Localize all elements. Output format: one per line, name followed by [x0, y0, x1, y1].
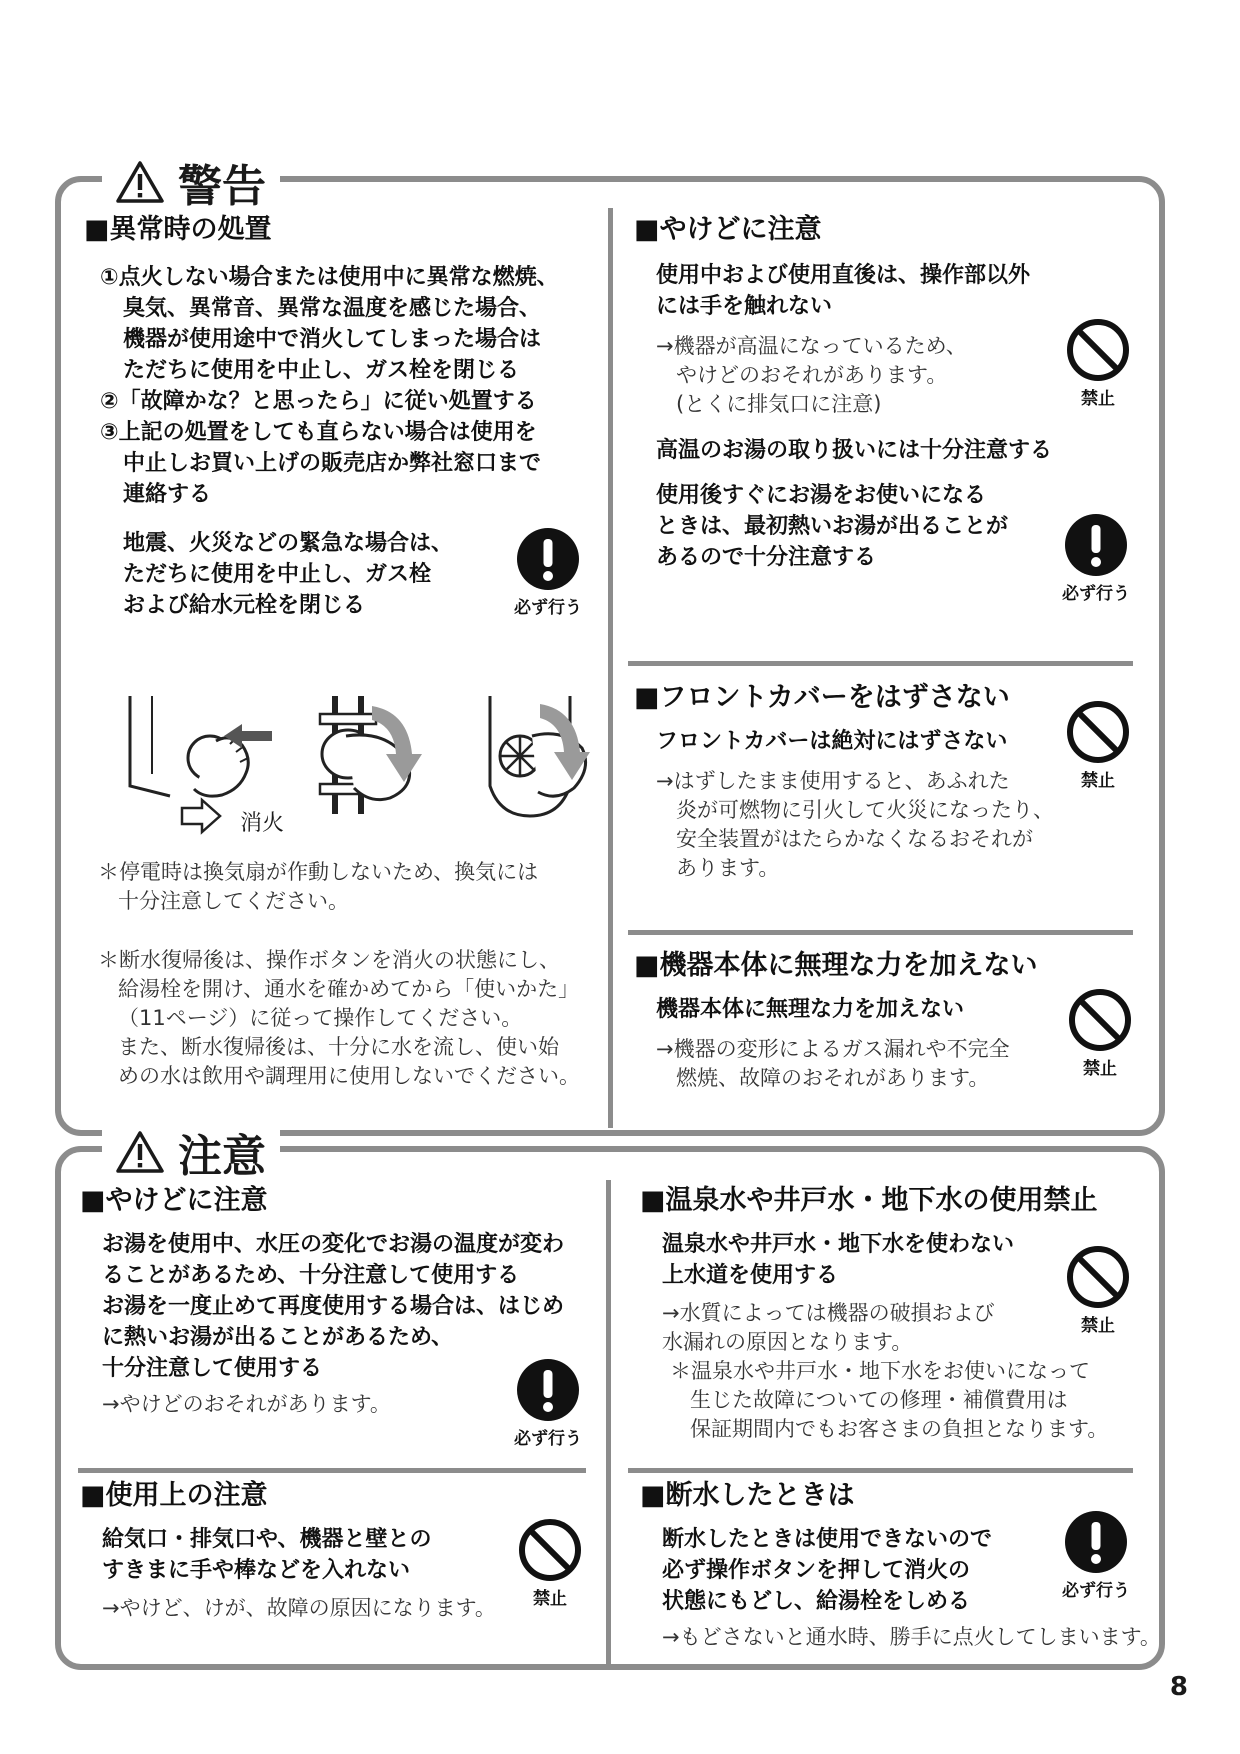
water-outage-line: 断水したときは使用できないので	[662, 1527, 993, 1552]
abnormal-item: ③上記の処置をしても直らない場合は使用を	[100, 420, 537, 445]
water-source-reason: 水漏れの原因となります。	[662, 1330, 913, 1354]
no-force-section	[634, 948, 1038, 1093]
warning-title	[102, 150, 280, 214]
prohibited-label: 禁止	[1081, 771, 1115, 791]
no-force-reason-line: →機器の変形によるガス漏れや不完全	[656, 1037, 1010, 1061]
burn-reason-line: →機器が高温になっているため、	[656, 334, 967, 358]
front-cover-reason-line: 安全装置がはたらかなくなるおそれが	[676, 827, 1033, 851]
water-source-note: ＊温泉水や井戸水・地下水をお使いになって	[670, 1359, 1090, 1383]
burn-detail-line: ときは、最初熱いお湯が出ることが	[656, 514, 1009, 539]
note-line: 十分注意してください。	[118, 889, 349, 913]
abnormal-item: ②「故障かな？と思ったら」に従い処置する	[100, 389, 537, 414]
burn-warning-heading: ■やけどに注意	[634, 214, 822, 245]
water-source-reason: →水質によっては機器の破損および	[662, 1301, 995, 1325]
note-line: 給湯栓を開け、通水を確かめてから「使いかた」	[118, 977, 580, 1001]
caution-burn-heading: ■やけどに注意	[80, 1185, 268, 1216]
water-outage-line: 状態にもどし、給湯栓をしめる	[662, 1589, 971, 1614]
caution-burn-line: お湯を使用中、水圧の変化でお湯の温度が変わ	[102, 1232, 565, 1257]
note-line: また、断水復帰後は、十分に水を流し、使い始	[118, 1035, 559, 1059]
blackout-note	[98, 858, 538, 916]
warning-title-text: 警告	[178, 161, 266, 212]
water-source-note: 生じた故障についての修理・補償費用は	[690, 1388, 1068, 1412]
water-source-line: 温泉水や井戸水・地下水を使わない	[662, 1232, 1015, 1257]
prohibited-label: 禁止	[1081, 389, 1115, 409]
emergency-line: および給水元栓を閉じる	[123, 593, 366, 618]
caution-burn-reason: →やけどのおそれがあります。	[102, 1392, 391, 1416]
must-do-label: 必ず行う	[1062, 1581, 1130, 1601]
note-line: めの水は飲用や調理用に使用しないでください。	[118, 1064, 580, 1088]
prohibited-label: 禁止	[533, 1589, 567, 1609]
burn-detail-line: あるので十分注意する	[656, 545, 877, 570]
water-source-heading: ■温泉水や井戸水・地下水の使用禁止	[640, 1185, 1098, 1216]
must-do-label: 必ず行う	[514, 1429, 582, 1449]
warning-column-divider	[608, 208, 613, 1128]
water-outage-heading: ■断水したときは	[640, 1480, 855, 1511]
front-cover-reason-line: あります。	[676, 856, 780, 880]
prohibited-mark	[1050, 988, 1150, 1079]
caution-triangle-icon	[116, 1130, 164, 1174]
must-do-icon	[1064, 1510, 1128, 1574]
caution-burn-line: に熱いお湯が出ることがあるため、	[102, 1325, 454, 1350]
illustration-label: 消火	[240, 811, 285, 836]
caution-burn-line: ることがあるため、十分注意して使用する	[102, 1263, 520, 1288]
must-do-icon	[516, 527, 580, 591]
abnormal-list	[100, 262, 604, 510]
water-source-line: 上水道を使用する	[662, 1263, 839, 1288]
warning-divider-1	[628, 661, 1133, 666]
burn-warning-section	[634, 212, 1052, 573]
emergency-line: 地震、火災などの緊急な場合は、	[123, 531, 454, 556]
note-line: ＊停電時は換気扇が作動しないため、換気には	[98, 860, 539, 884]
caution-title-text: 注意	[178, 1131, 266, 1182]
warning-triangle-icon	[116, 160, 164, 204]
prohibited-mark	[500, 1518, 600, 1609]
caution-divider-right	[628, 1468, 1133, 1473]
burn-detail-line: 使用後すぐにお湯をお使いになる	[656, 483, 987, 508]
prohibited-icon	[1066, 1245, 1130, 1309]
burn-reason-line: やけどのおそれがあります。	[676, 363, 948, 387]
usage-caution-line: すきまに手や棒などを入れない	[102, 1558, 411, 1583]
note-line: （11ページ）に従って操作してください。	[118, 1006, 523, 1030]
must-do-mark	[1046, 1510, 1146, 1601]
must-do-mark	[498, 1358, 598, 1449]
prohibited-mark	[1048, 700, 1148, 791]
must-do-label: 必ず行う	[1062, 584, 1130, 604]
prohibited-label: 禁止	[1083, 1059, 1117, 1079]
burn-lead-line: には手を触れない	[656, 294, 833, 319]
caution-burn-line: 十分注意して使用する	[102, 1356, 323, 1381]
front-cover-reason-line: →はずしたまま使用すると、あふれた	[656, 769, 1010, 793]
prohibited-mark	[1048, 1245, 1148, 1336]
abnormal-item: ①点火しない場合または使用中に異常な燃焼、	[100, 265, 559, 290]
prohibited-icon	[1068, 988, 1132, 1052]
usage-caution-section	[80, 1478, 496, 1623]
water-outage-reason: →もどさないと通水時、勝手に点火してしまいます。	[662, 1625, 1161, 1649]
outage-recovery-note	[98, 946, 580, 1091]
must-do-mark	[498, 527, 598, 618]
usage-caution-heading: ■使用上の注意	[80, 1480, 268, 1511]
prohibited-label: 禁止	[1081, 1316, 1115, 1336]
usage-caution-line: 給気口・排気口や、機器と壁との	[102, 1527, 432, 1552]
caution-burn-section	[80, 1183, 564, 1419]
burn-reason-line: (とくに排気口に注意)	[676, 392, 882, 416]
abnormal-item: ただちに使用を中止し、ガス栓を閉じる	[123, 358, 520, 383]
water-source-section	[640, 1183, 1108, 1444]
note-line: ＊断水復帰後は、操作ボタンを消火の状態にし、	[98, 948, 560, 972]
prohibited-icon	[1066, 318, 1130, 382]
water-outage-line: 必ず操作ボタンを押して消火の	[662, 1558, 971, 1583]
prohibited-icon	[1066, 700, 1130, 764]
no-force-heading: ■機器本体に無理な力を加えない	[634, 950, 1038, 981]
usage-caution-reason: →やけど、けが、故障の原因になります。	[102, 1596, 496, 1620]
burn-lead2: 高温のお湯の取り扱いには十分注意する	[656, 438, 1053, 463]
must-do-icon	[516, 1358, 580, 1422]
caution-burn-line: お湯を一度止めて再度使用する場合は、はじめ	[102, 1294, 565, 1319]
water-source-note: 保証期間内でもお客さまの負担となります。	[690, 1417, 1109, 1441]
abnormal-item: 臭気、異常音、異常な温度を感じた場合、	[123, 296, 542, 321]
caution-divider-left	[78, 1468, 586, 1473]
abnormal-item: 連絡する	[123, 482, 212, 507]
abnormal-item: 機器が使用途中で消火してしまった場合は	[123, 327, 542, 352]
front-cover-section	[634, 680, 1054, 883]
abnormal-heading: ■異常時の処置	[84, 214, 272, 245]
no-force-reason-line: 燃焼、故障のおそれがあります。	[676, 1066, 990, 1090]
must-do-mark	[1046, 513, 1146, 604]
page-number: 8	[1169, 1672, 1188, 1702]
front-cover-reason-line: 炎が可燃物に引火して火災になったり、	[676, 798, 1054, 822]
warning-divider-2	[628, 930, 1133, 935]
caution-title	[102, 1120, 280, 1184]
prohibited-icon	[518, 1518, 582, 1582]
abnormal-item: 中止しお買い上げの販売店か弊社窓口まで	[123, 451, 542, 476]
no-force-lead: 機器本体に無理な力を加えない	[656, 997, 965, 1022]
caution-column-divider	[606, 1180, 611, 1666]
prohibited-mark	[1048, 318, 1148, 409]
front-cover-heading: ■フロントカバーをはずさない	[634, 682, 1010, 713]
must-do-icon	[1064, 513, 1128, 577]
illustration-extinguish	[120, 696, 600, 846]
must-do-label: 必ず行う	[514, 598, 582, 618]
front-cover-lead: フロントカバーは絶対にはずさない	[656, 729, 1008, 754]
burn-lead-line: 使用中および使用直後は、操作部以外	[656, 263, 1031, 288]
emergency-line: ただちに使用を中止し、ガス栓	[123, 562, 432, 587]
